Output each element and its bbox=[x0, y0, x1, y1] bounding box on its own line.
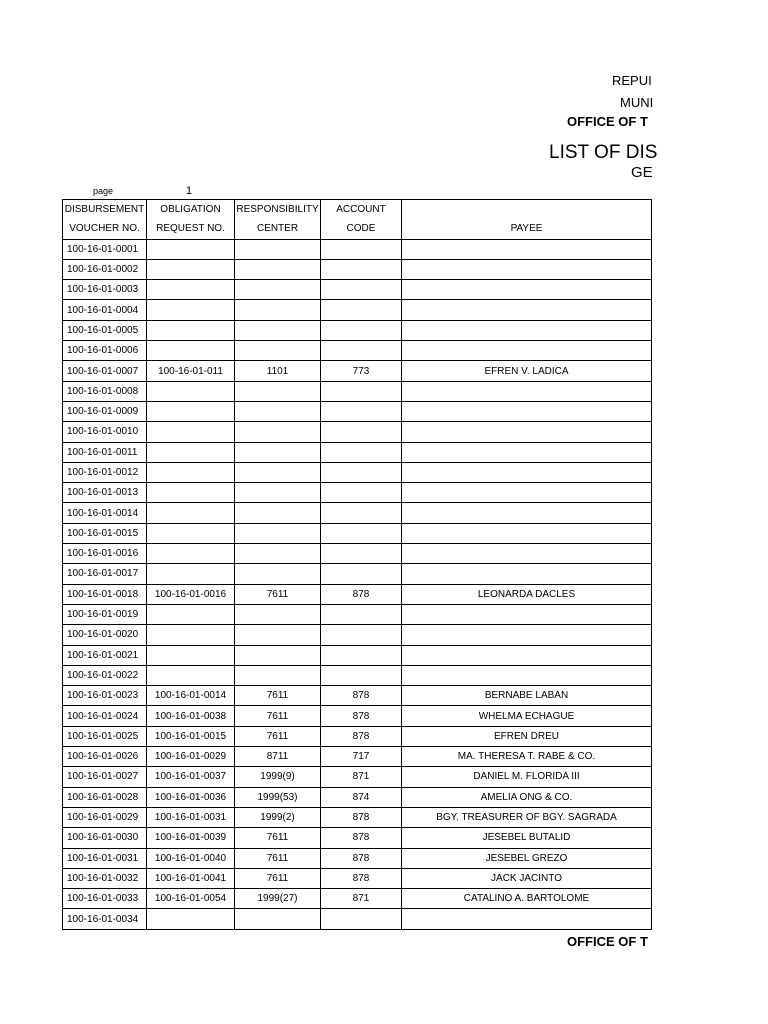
payee-cell bbox=[402, 665, 652, 685]
payee-cell bbox=[402, 280, 652, 300]
account-code-cell: 878 bbox=[321, 828, 402, 848]
center-cell: 7611 bbox=[235, 828, 321, 848]
center-cell bbox=[235, 645, 321, 665]
table-row bbox=[63, 442, 652, 462]
center-cell: 7611 bbox=[235, 868, 321, 888]
center-cell: 1999(9) bbox=[235, 767, 321, 787]
request-no-cell bbox=[147, 564, 235, 584]
center-cell: 1999(53) bbox=[235, 787, 321, 807]
payee-cell bbox=[402, 300, 652, 320]
payee-cell bbox=[402, 564, 652, 584]
table-row bbox=[63, 523, 652, 543]
center-cell bbox=[235, 909, 321, 929]
center-cell: 7611 bbox=[235, 706, 321, 726]
table-row bbox=[63, 604, 652, 624]
col-header-responsibility: RESPONSIBILITY bbox=[235, 200, 321, 220]
payee-cell: MA. THERESA T. RABE & CO. bbox=[402, 747, 652, 767]
center-cell bbox=[235, 341, 321, 361]
table-row bbox=[63, 889, 652, 909]
account-code-cell bbox=[321, 909, 402, 929]
table-row bbox=[63, 625, 652, 645]
voucher-no-cell: 100-16-01-0025 bbox=[63, 726, 147, 746]
voucher-no-cell: 100-16-01-0004 bbox=[63, 300, 147, 320]
account-code-cell bbox=[321, 462, 402, 482]
table-row bbox=[63, 706, 652, 726]
voucher-no-cell: 100-16-01-0020 bbox=[63, 625, 147, 645]
account-code-cell bbox=[321, 381, 402, 401]
request-no-cell: 100-16-01-0038 bbox=[147, 706, 235, 726]
payee-cell: JESEBEL BUTALID bbox=[402, 828, 652, 848]
voucher-no-cell: 100-16-01-0015 bbox=[63, 523, 147, 543]
payee-cell bbox=[402, 239, 652, 259]
request-no-cell bbox=[147, 544, 235, 564]
voucher-no-cell: 100-16-01-0032 bbox=[63, 868, 147, 888]
table-row bbox=[63, 361, 652, 381]
table-row bbox=[63, 320, 652, 340]
account-code-cell: 878 bbox=[321, 686, 402, 706]
request-no-cell: 100-16-01-0036 bbox=[147, 787, 235, 807]
center-cell: 7611 bbox=[235, 686, 321, 706]
request-no-cell bbox=[147, 422, 235, 442]
payee-cell bbox=[402, 341, 652, 361]
request-no-cell bbox=[147, 300, 235, 320]
table-row bbox=[63, 259, 652, 279]
col-header-payee-top bbox=[402, 200, 652, 220]
request-no-cell: 100-16-01-0040 bbox=[147, 848, 235, 868]
table-row bbox=[63, 544, 652, 564]
payee-cell bbox=[402, 320, 652, 340]
account-code-cell bbox=[321, 564, 402, 584]
table-row bbox=[63, 300, 652, 320]
table-row bbox=[63, 564, 652, 584]
account-code-cell: 871 bbox=[321, 889, 402, 909]
payee-cell bbox=[402, 503, 652, 523]
voucher-no-cell: 100-16-01-0009 bbox=[63, 401, 147, 421]
request-no-cell bbox=[147, 503, 235, 523]
account-code-cell bbox=[321, 259, 402, 279]
voucher-no-cell: 100-16-01-0014 bbox=[63, 503, 147, 523]
payee-cell bbox=[402, 483, 652, 503]
request-no-cell: 100-16-01-0037 bbox=[147, 767, 235, 787]
voucher-no-cell: 100-16-01-0001 bbox=[63, 239, 147, 259]
account-code-cell bbox=[321, 320, 402, 340]
voucher-no-cell: 100-16-01-0007 bbox=[63, 361, 147, 381]
payee-cell bbox=[402, 442, 652, 462]
payee-cell bbox=[402, 604, 652, 624]
voucher-no-cell: 100-16-01-0017 bbox=[63, 564, 147, 584]
center-cell bbox=[235, 462, 321, 482]
payee-cell: EFREN DREU bbox=[402, 726, 652, 746]
request-no-cell bbox=[147, 320, 235, 340]
account-code-cell bbox=[321, 544, 402, 564]
voucher-no-cell: 100-16-01-0026 bbox=[63, 747, 147, 767]
table-row bbox=[63, 381, 652, 401]
voucher-no-cell: 100-16-01-0008 bbox=[63, 381, 147, 401]
center-cell bbox=[235, 665, 321, 685]
center-cell: 7611 bbox=[235, 848, 321, 868]
center-cell: 1101 bbox=[235, 361, 321, 381]
account-code-cell bbox=[321, 401, 402, 421]
center-cell bbox=[235, 442, 321, 462]
request-no-cell bbox=[147, 483, 235, 503]
center-cell bbox=[235, 503, 321, 523]
document-subtitle: GE bbox=[631, 164, 653, 181]
voucher-no-cell: 100-16-01-0030 bbox=[63, 828, 147, 848]
table-row bbox=[63, 503, 652, 523]
center-cell: 7611 bbox=[235, 584, 321, 604]
table-row bbox=[63, 807, 652, 827]
account-code-cell bbox=[321, 341, 402, 361]
page-label: page bbox=[93, 186, 114, 196]
table-row bbox=[63, 848, 652, 868]
center-cell bbox=[235, 239, 321, 259]
request-no-cell: 100-16-01-0031 bbox=[147, 807, 235, 827]
col-header-code: CODE bbox=[321, 219, 402, 239]
account-code-cell bbox=[321, 665, 402, 685]
table-row bbox=[63, 645, 652, 665]
voucher-no-cell: 100-16-01-0012 bbox=[63, 462, 147, 482]
request-no-cell bbox=[147, 604, 235, 624]
request-no-cell bbox=[147, 462, 235, 482]
table-row bbox=[63, 787, 652, 807]
request-no-cell: 100-16-01-0039 bbox=[147, 828, 235, 848]
payee-cell: JACK JACINTO bbox=[402, 868, 652, 888]
table-header-row bbox=[63, 200, 652, 220]
account-code-cell: 717 bbox=[321, 747, 402, 767]
request-no-cell: 100-16-01-0016 bbox=[147, 584, 235, 604]
center-cell: 8711 bbox=[235, 747, 321, 767]
payee-cell bbox=[402, 422, 652, 442]
payee-cell: BERNABE LABAN bbox=[402, 686, 652, 706]
center-cell bbox=[235, 604, 321, 624]
voucher-no-cell: 100-16-01-0016 bbox=[63, 544, 147, 564]
header-municipality: MUNI bbox=[620, 95, 654, 110]
center-cell bbox=[235, 259, 321, 279]
center-cell bbox=[235, 544, 321, 564]
table-row bbox=[63, 726, 652, 746]
col-header-voucher-no: VOUCHER NO. bbox=[63, 219, 147, 239]
voucher-no-cell: 100-16-01-0010 bbox=[63, 422, 147, 442]
center-cell: 7611 bbox=[235, 726, 321, 746]
payee-cell: JESEBEL GREZO bbox=[402, 848, 652, 868]
table-row bbox=[63, 422, 652, 442]
col-header-request-no: REQUEST NO. bbox=[147, 219, 235, 239]
disbursement-table bbox=[62, 199, 652, 930]
voucher-no-cell: 100-16-01-0006 bbox=[63, 341, 147, 361]
request-no-cell: 100-16-01-0041 bbox=[147, 868, 235, 888]
payee-cell bbox=[402, 462, 652, 482]
account-code-cell bbox=[321, 523, 402, 543]
center-cell bbox=[235, 422, 321, 442]
voucher-no-cell: 100-16-01-0027 bbox=[63, 767, 147, 787]
center-cell bbox=[235, 300, 321, 320]
table-row bbox=[63, 483, 652, 503]
voucher-no-cell: 100-16-01-0033 bbox=[63, 889, 147, 909]
table-row bbox=[63, 828, 652, 848]
table-row bbox=[63, 341, 652, 361]
request-no-cell bbox=[147, 280, 235, 300]
payee-cell: DANIEL M. FLORIDA III bbox=[402, 767, 652, 787]
voucher-no-cell: 100-16-01-0031 bbox=[63, 848, 147, 868]
table-row bbox=[63, 584, 652, 604]
account-code-cell: 773 bbox=[321, 361, 402, 381]
col-header-obligation: OBLIGATION bbox=[147, 200, 235, 220]
table-row bbox=[63, 909, 652, 929]
table-header-row bbox=[63, 219, 652, 239]
account-code-cell bbox=[321, 503, 402, 523]
col-header-center: CENTER bbox=[235, 219, 321, 239]
account-code-cell: 871 bbox=[321, 767, 402, 787]
center-cell bbox=[235, 381, 321, 401]
payee-cell bbox=[402, 523, 652, 543]
payee-cell bbox=[402, 544, 652, 564]
voucher-no-cell: 100-16-01-0028 bbox=[63, 787, 147, 807]
request-no-cell: 100-16-01-0029 bbox=[147, 747, 235, 767]
request-no-cell bbox=[147, 665, 235, 685]
center-cell bbox=[235, 483, 321, 503]
payee-cell bbox=[402, 645, 652, 665]
request-no-cell bbox=[147, 381, 235, 401]
payee-cell: EFREN V. LADICA bbox=[402, 361, 652, 381]
center-cell: 1999(27) bbox=[235, 889, 321, 909]
page-number: 1 bbox=[186, 185, 193, 197]
table-row bbox=[63, 686, 652, 706]
table-row bbox=[63, 665, 652, 685]
account-code-cell bbox=[321, 483, 402, 503]
table-row bbox=[63, 401, 652, 421]
request-no-cell: 100-16-01-0014 bbox=[147, 686, 235, 706]
footer-office: OFFICE OF T bbox=[567, 934, 648, 949]
request-no-cell bbox=[147, 401, 235, 421]
voucher-no-cell: 100-16-01-0011 bbox=[63, 442, 147, 462]
request-no-cell bbox=[147, 625, 235, 645]
payee-cell: BGY. TREASURER OF BGY. SAGRADA bbox=[402, 807, 652, 827]
table-row bbox=[63, 462, 652, 482]
center-cell bbox=[235, 401, 321, 421]
voucher-no-cell: 100-16-01-0024 bbox=[63, 706, 147, 726]
table-row bbox=[63, 280, 652, 300]
table-row bbox=[63, 239, 652, 259]
request-no-cell bbox=[147, 259, 235, 279]
voucher-no-cell: 100-16-01-0002 bbox=[63, 259, 147, 279]
request-no-cell bbox=[147, 645, 235, 665]
center-cell: 1999(2) bbox=[235, 807, 321, 827]
request-no-cell bbox=[147, 341, 235, 361]
col-header-account: ACCOUNT bbox=[321, 200, 402, 220]
header-republic: REPUI bbox=[612, 73, 652, 88]
payee-cell bbox=[402, 909, 652, 929]
request-no-cell: 100-16-01-0054 bbox=[147, 889, 235, 909]
payee-cell bbox=[402, 259, 652, 279]
request-no-cell bbox=[147, 239, 235, 259]
payee-cell: AMELIA ONG & CO. bbox=[402, 787, 652, 807]
col-header-disbursement: DISBURSEMENT bbox=[63, 200, 147, 220]
table-row bbox=[63, 747, 652, 767]
header-office: OFFICE OF T bbox=[567, 114, 648, 129]
voucher-no-cell: 100-16-01-0034 bbox=[63, 909, 147, 929]
center-cell bbox=[235, 320, 321, 340]
center-cell bbox=[235, 564, 321, 584]
account-code-cell: 878 bbox=[321, 848, 402, 868]
voucher-no-cell: 100-16-01-0018 bbox=[63, 584, 147, 604]
voucher-no-cell: 100-16-01-0003 bbox=[63, 280, 147, 300]
account-code-cell bbox=[321, 300, 402, 320]
document-title: LIST OF DIS bbox=[549, 142, 658, 163]
account-code-cell bbox=[321, 239, 402, 259]
account-code-cell: 878 bbox=[321, 726, 402, 746]
center-cell bbox=[235, 280, 321, 300]
payee-cell bbox=[402, 625, 652, 645]
request-no-cell bbox=[147, 442, 235, 462]
center-cell bbox=[235, 523, 321, 543]
table-body bbox=[63, 239, 652, 929]
table-row bbox=[63, 767, 652, 787]
request-no-cell: 100-16-01-0015 bbox=[147, 726, 235, 746]
account-code-cell: 878 bbox=[321, 706, 402, 726]
voucher-no-cell: 100-16-01-0023 bbox=[63, 686, 147, 706]
center-cell bbox=[235, 625, 321, 645]
account-code-cell bbox=[321, 645, 402, 665]
account-code-cell: 878 bbox=[321, 868, 402, 888]
col-header-payee: PAYEE bbox=[402, 219, 652, 239]
account-code-cell bbox=[321, 442, 402, 462]
payee-cell: LEONARDA DACLES bbox=[402, 584, 652, 604]
table-row bbox=[63, 868, 652, 888]
voucher-no-cell: 100-16-01-0019 bbox=[63, 604, 147, 624]
voucher-no-cell: 100-16-01-0022 bbox=[63, 665, 147, 685]
request-no-cell: 100-16-01-011 bbox=[147, 361, 235, 381]
account-code-cell: 874 bbox=[321, 787, 402, 807]
account-code-cell bbox=[321, 422, 402, 442]
account-code-cell: 878 bbox=[321, 807, 402, 827]
payee-cell: WHELMA ECHAGUE bbox=[402, 706, 652, 726]
account-code-cell bbox=[321, 625, 402, 645]
request-no-cell bbox=[147, 523, 235, 543]
voucher-no-cell: 100-16-01-0029 bbox=[63, 807, 147, 827]
request-no-cell bbox=[147, 909, 235, 929]
payee-cell: CATALINO A. BARTOLOME bbox=[402, 889, 652, 909]
payee-cell bbox=[402, 401, 652, 421]
payee-cell bbox=[402, 381, 652, 401]
voucher-no-cell: 100-16-01-0013 bbox=[63, 483, 147, 503]
account-code-cell bbox=[321, 604, 402, 624]
account-code-cell: 878 bbox=[321, 584, 402, 604]
voucher-no-cell: 100-16-01-0021 bbox=[63, 645, 147, 665]
account-code-cell bbox=[321, 280, 402, 300]
voucher-no-cell: 100-16-01-0005 bbox=[63, 320, 147, 340]
